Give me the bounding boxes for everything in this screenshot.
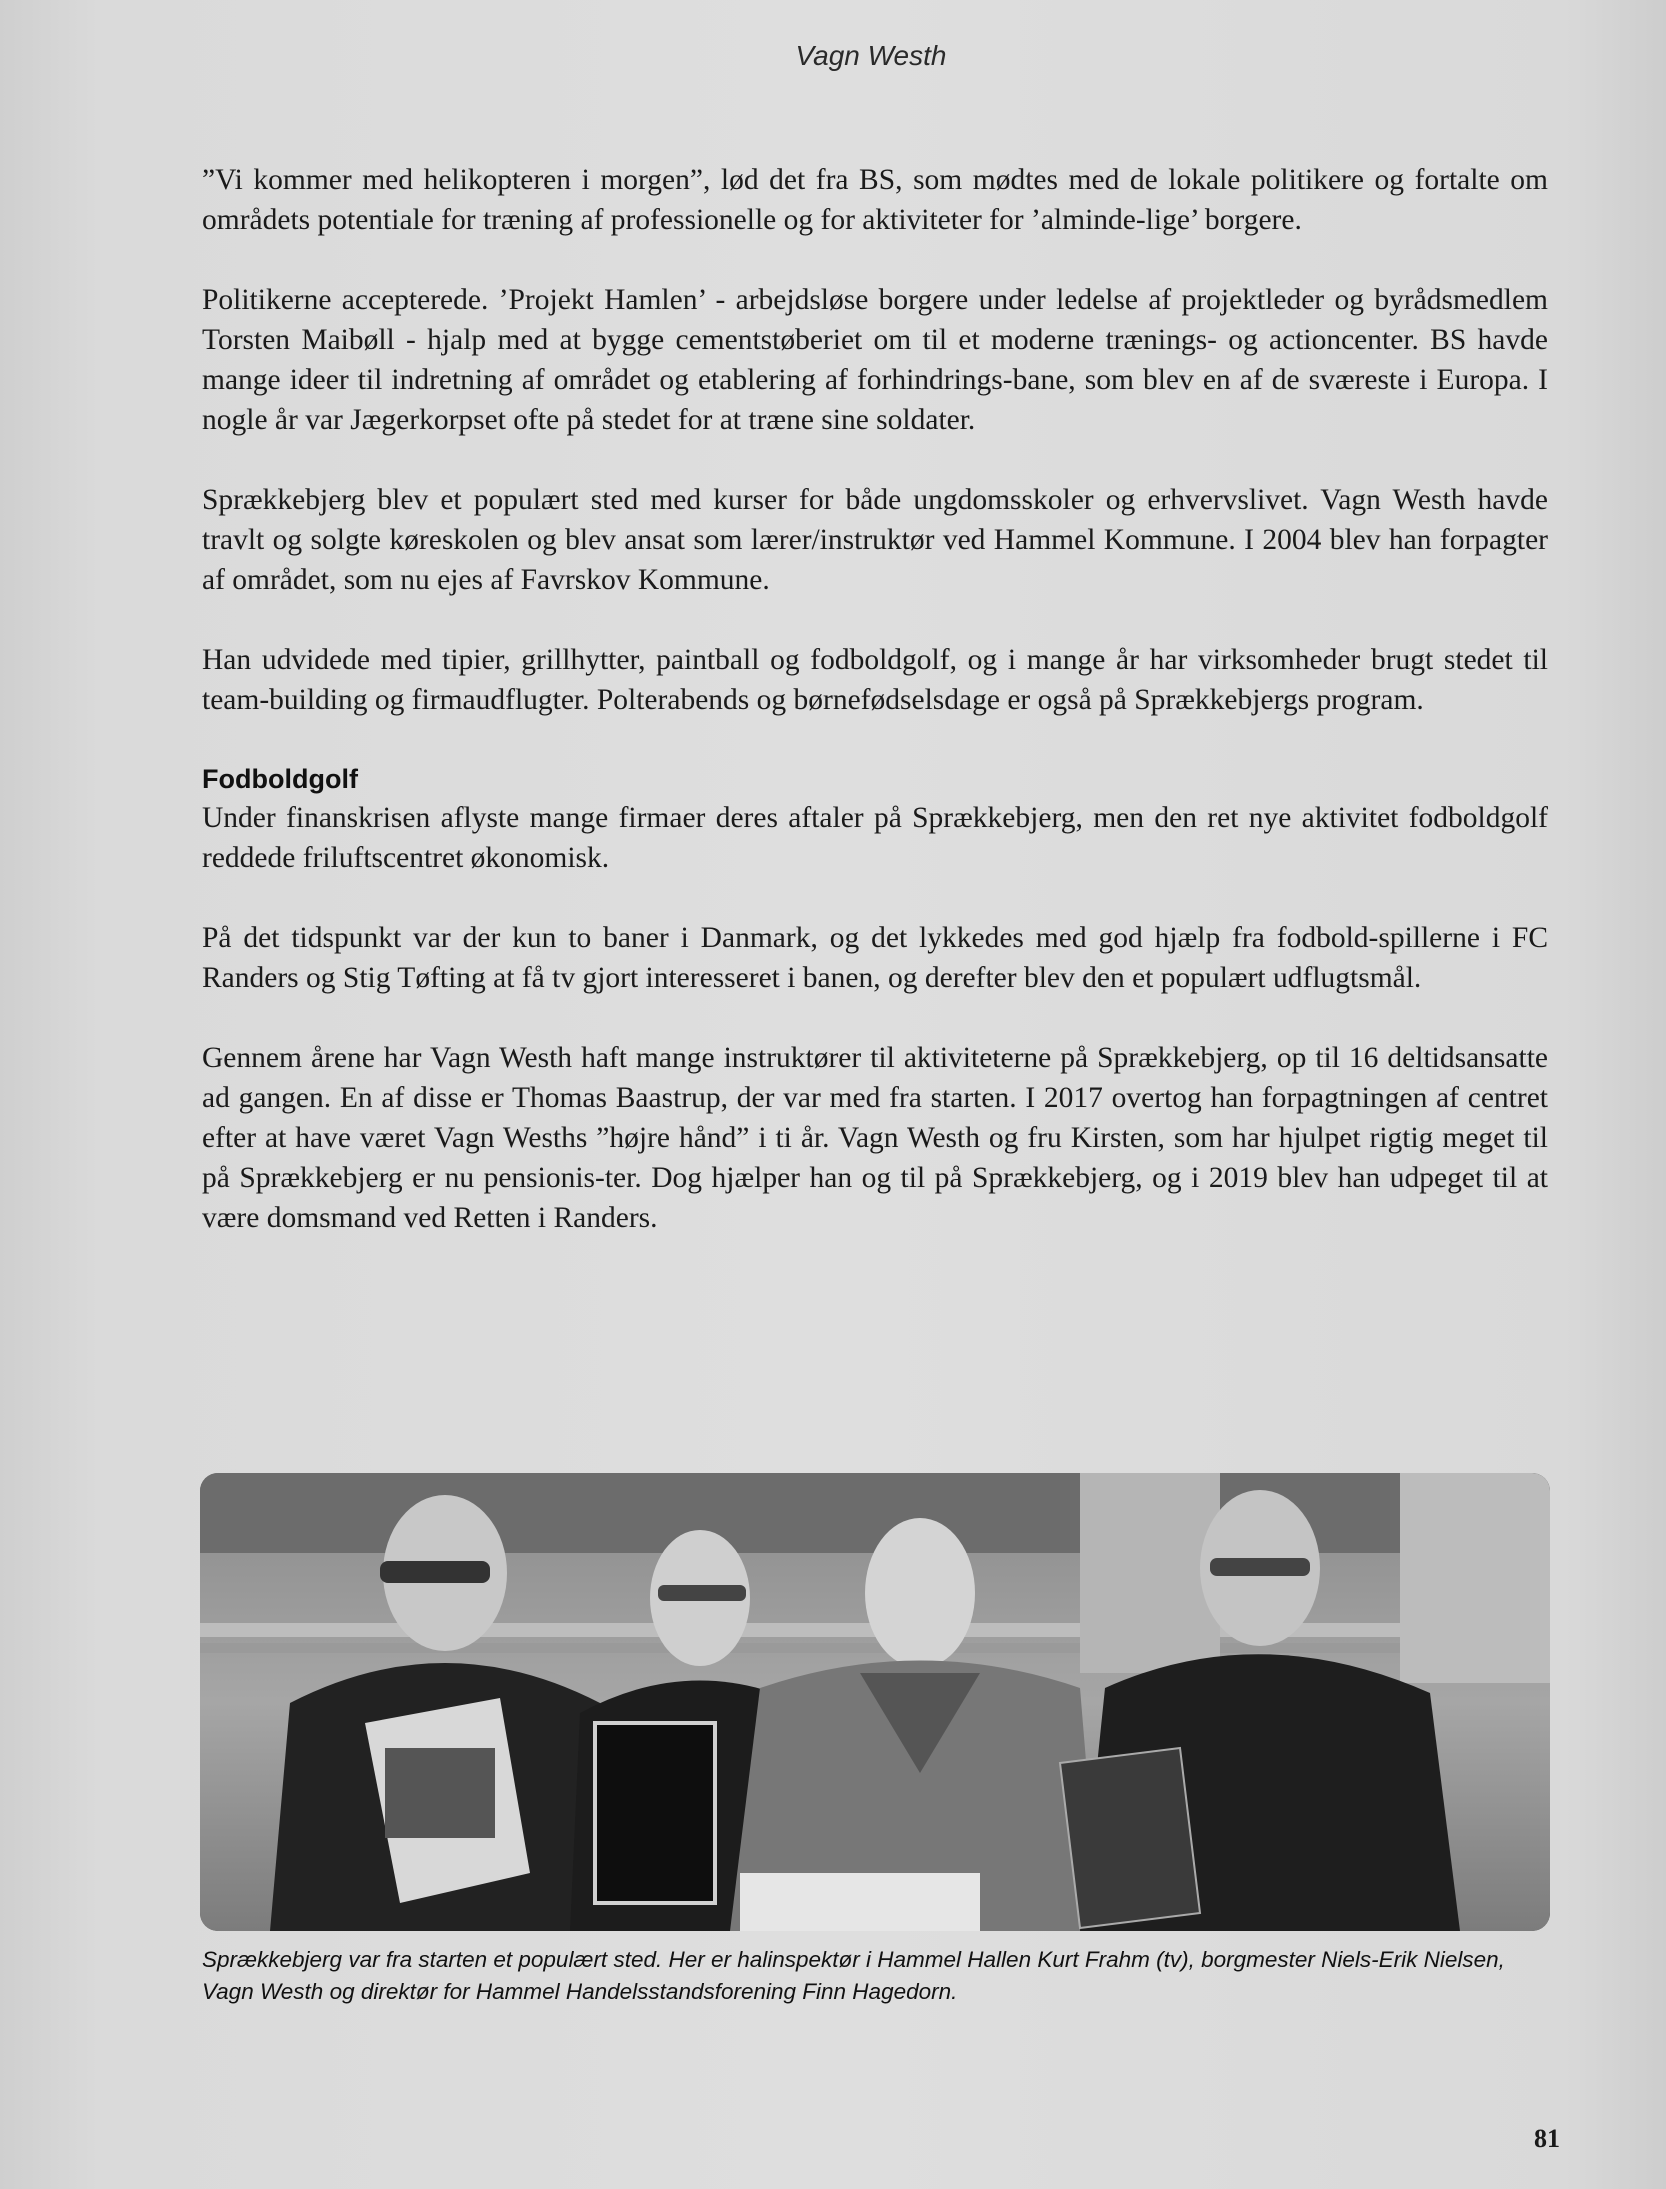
running-head: Vagn Westh [795, 40, 947, 71]
paragraph-instructors: Gennem årene har Vagn Westh haft mange instruktører til aktiviteterne på Sprækkebjerg, op til 16 deltidsansatte ad gangen. En af disse er Thomas Baastrup, der var med fra starten. I 2017 overtog han forpagtningen af centret efter at have været Vagn Wesths ”højre hånd” i ti år. Vagn Westh og fru Kirsten, som har hjulpet rigtig meget til på Sprækkebjerg er nu pensionis-ter. Dog hjælper han og til på Sprækkebjerg, og i 2019 blev han udpeget til at være domsmand ved Retten i Randers. [202, 1042, 1548, 1234]
paragraph-expansion: Han udvidede med tipier, grillhytter, paintball og fodboldgolf, og i mange år har virksomheder brugt stedet til team-building og firmaudflugter. Polterabends og børnefødselsdage er også på Sprækkebjergs program. [202, 644, 1548, 716]
photo-illustration [200, 1473, 1550, 1931]
paragraph-financial-crisis: Under finanskrisen aflyste mange firmaer deres aftaler på Sprækkebjerg, men den ret nye aktivitet fodboldgolf reddede friluftscentret økonomisk. [202, 802, 1548, 874]
paragraph-politicians: Politikerne accepterede. ’Projekt Hamlen’ - arbejdsløse borgere under ledelse af projektleder og byrådsmedlem Torsten Maibøll - hjalp med at bygge cementstøberiet om til et moderne trænings- og actioncenter. BS havde mange ideer til indretning af området og etablering af forhindrings-bane, som blev en af de sværeste i Europa. I nogle år var Jægerkorpset ofte på stedet for at træne sine soldater. [202, 284, 1548, 436]
group-photo [200, 1473, 1550, 1931]
paragraph-two-courses: På det tidspunkt var der kun to baner i Danmark, og det lykkedes med god hjælp fra fodbold-spillerne i FC Randers og Stig Tøfting at få tv gjort interesseret i banen, og derefter blev den et populært udflugtsmål. [202, 922, 1548, 994]
paragraph-helicopter: ”Vi kommer med helikopteren i morgen”, lød det fra BS, som mødtes med de lokale politikere og fortalte om områdets potentiale for træning af professionelle og for aktiviteter for ’alminde-lige’ borgere. [202, 164, 1548, 236]
photo-caption: Sprækkebjerg var fra starten et populært sted. Her er halinspektør i Hammel Hallen Kurt Frahm (tv), borgmester Niels-Erik Nielsen, Vagn Westh og direktør for Hammel Handelsstandsforening Finn Hagedorn. [202, 1947, 1505, 2004]
page-number: 81 [1534, 2124, 1560, 2153]
paragraph-popular-place: Sprækkebjerg blev et populært sted med kurser for både ungdomsskoler og erhvervslivet. Vagn Westh havde travlt og solgte køreskolen og blev ansat som lærer/instruktør ved Hammel Kommune. I 2004 blev han forpagter af området, som nu ejes af Favrskov Kommune. [202, 484, 1548, 596]
section-heading: Fodboldgolf [202, 764, 358, 794]
body-text [202, 160, 1548, 1278]
